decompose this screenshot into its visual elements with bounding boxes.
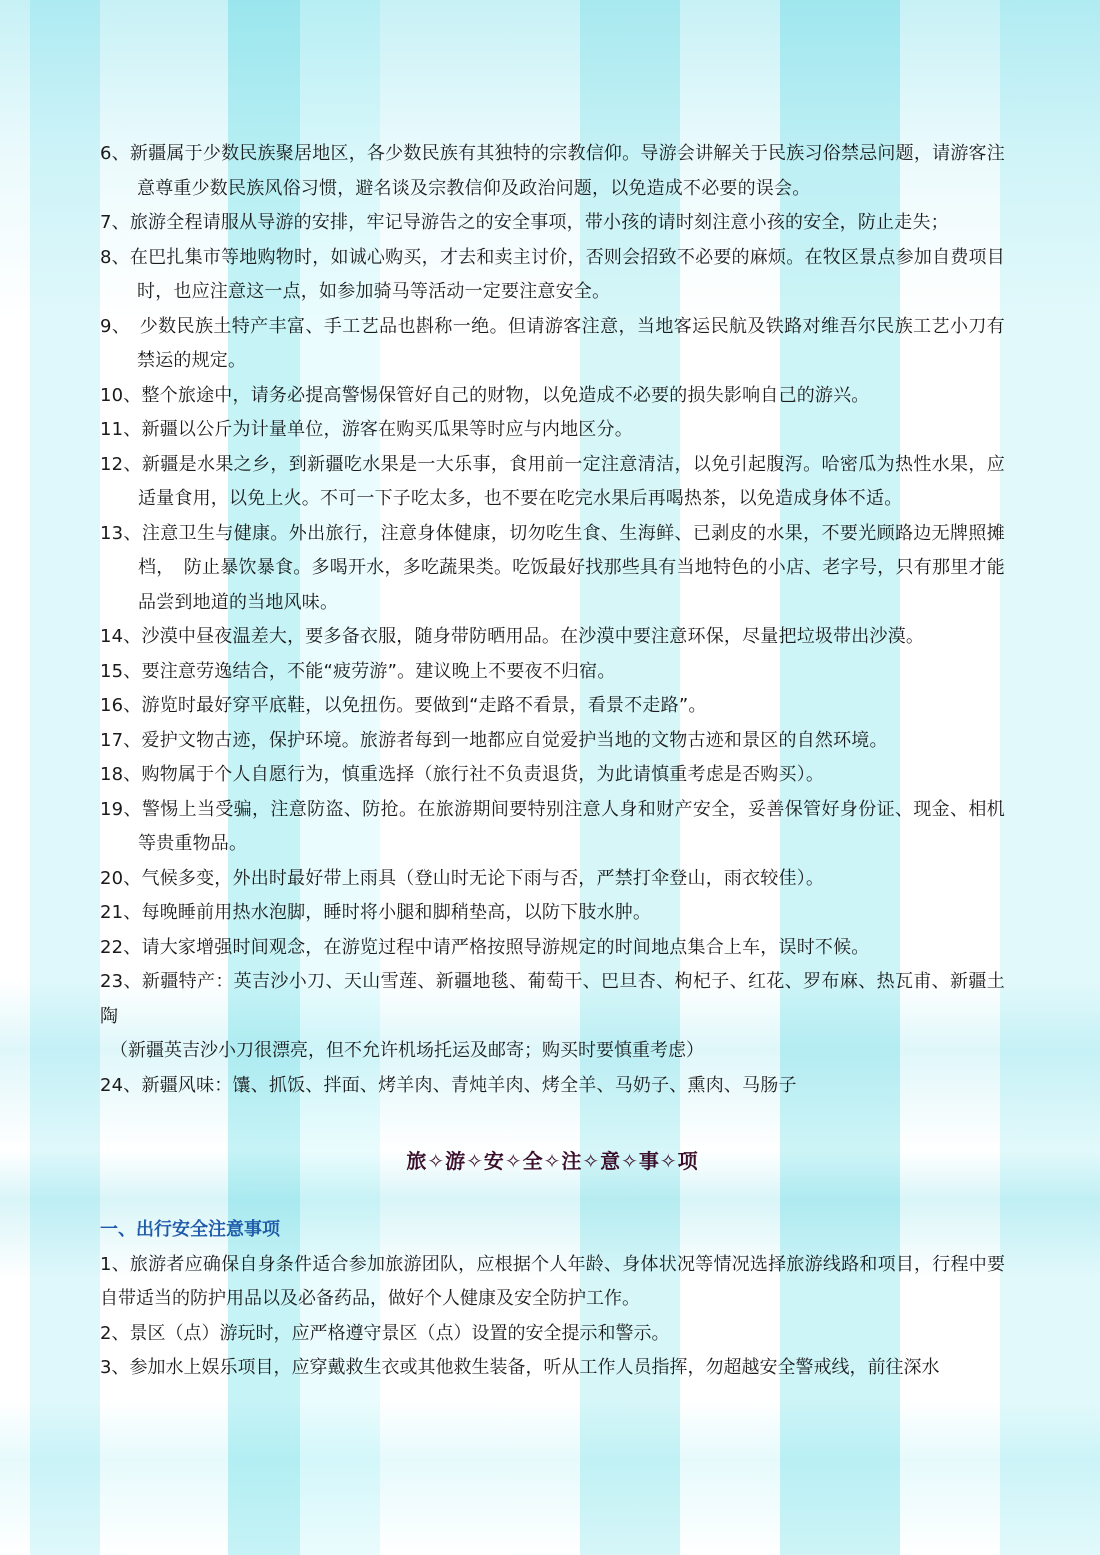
- notice-item-20: 20、气候多变，外出时最好带上雨具（登山时无论下雨与否，严禁打伞登山，雨衣较佳）。: [100, 867, 825, 889]
- notice-item-6: 6、新疆属于少数民族聚居地区，各少数民族有其独特的宗教信仰。导游会讲解关于民族习俗禁忌问题，请游客注意尊重少数民族风俗习惯，避名谈及宗教信仰及政治问题，以免造成不必要的误会。: [100, 143, 1005, 199]
- notice-item-16: 16、游览时最好穿平底鞋，以免扭伤。要做到“走路不看景，看景不走路”。: [100, 695, 707, 716]
- section-title: 旅✧游✧安✧全✧注✧意✧事✧项: [406, 1149, 699, 1173]
- safety-item-2: 2、景区（点）游玩时，应严格遵守景区（点）设置的安全提示和警示。: [100, 1322, 670, 1344]
- notice-item-15: 15、要注意劳逸结合，不能“疲劳游”。建议晚上不要夜不归宿。: [100, 660, 616, 682]
- section-heading-travel-safety: 一、出行安全注意事项: [100, 1219, 280, 1240]
- notice-item-18: 18、购物属于个人自愿行为，慎重选择（旅行社不负责退货，为此请慎重考虑是否购买）。: [100, 764, 825, 785]
- notice-item-13: 13、注意卫生与健康。外出旅行，注意身体健康，切勿吃生食、生海鲜、已剥皮的水果，不要光顾路边无牌照摊档， 防止暴饮暴食。多喝开水，多吃蔬果类。吃饭最好找那些具有当地特色的小店、老字号，只有那里才能品尝到地道的当地风味。: [100, 522, 1005, 613]
- notice-item-19: 19、警惕上当受骗，注意防盗、防抢。在旅游期间要特别注意人身和财产安全，妥善保管好身份证、现金、相机等贵重物品。: [100, 798, 1005, 854]
- safety-item-1: 1、旅游者应确保自身条件适合参加旅游团队，应根据个人年龄、身体状况等情况选择旅游线路和项目，行程中要自带适当的防护用品以及必备药品，做好个人健康及安全防护工作。: [100, 1253, 1005, 1309]
- notice-item-23-note: （新疆英吉沙小刀很漂亮，但不允许机场托运及邮寄；购买时要慎重考虑）: [110, 1040, 704, 1061]
- notice-item-24: 24、新疆风味：馕、抓饭、拌面、烤羊肉、青炖羊肉、烤全羊、马奶子、熏肉、马肠子: [100, 1074, 797, 1096]
- safety-item-3: 3、参加水上娱乐项目，应穿戴救生衣或其他救生装备，听从工作人员指挥，勿超越安全警戒线，前往深水: [100, 1357, 940, 1378]
- notice-item-23: 23、新疆特产：英吉沙小刀、天山雪莲、新疆地毯、葡萄干、巴旦杏、枸杞子、红花、罗布麻、热瓦甫、新疆土陶: [100, 971, 1005, 1027]
- notice-item-7: 7、旅游全程请服从导游的安排，牢记导游告之的安全事项，带小孩的请时刻注意小孩的安全，防止走失；: [100, 212, 949, 233]
- notice-item-22: 22、请大家增强时间观念，在游览过程中请严格按照导游规定的时间地点集合上车，误时不候。: [100, 936, 870, 958]
- document-body: [100, 137, 1005, 1386]
- notice-item-12: 12、新疆是水果之乡，到新疆吃水果是一大乐事，食用前一定注意清洁，以免引起腹泻。哈密瓜为热性水果，应适量食用，以免上火。不可一下子吃太多，也不要在吃完水果后再喝热茶，以免造成身体不适。: [100, 453, 1005, 509]
- notice-item-9: 9、 少数民族土特产丰富、手工艺品也斟称一绝。但请游客注意，当地客运民航及铁路对维吾尔民族工艺小刀有禁运的规定。: [100, 315, 1005, 371]
- notice-item-10: 10、整个旅途中，请务必提高警惕保管好自己的财物，以免造成不必要的损失影响自己的游兴。: [100, 384, 870, 406]
- notice-item-14: 14、沙漠中昼夜温差大，要多备衣服，随身带防晒用品。在沙漠中要注意环保，尽量把垃圾带出沙漠。: [100, 626, 925, 647]
- notice-item-17: 17、爱护文物古迹，保护环境。旅游者每到一地都应自觉爱护当地的文物古迹和景区的自然环境。: [100, 729, 888, 751]
- notice-item-11: 11、新疆以公斤为计量单位，游客在购买瓜果等时应与内地区分。: [100, 419, 633, 440]
- notice-item-21: 21、每晚睡前用热水泡脚，睡时将小腿和脚稍垫高，以防下肢水肿。: [100, 902, 652, 923]
- notice-item-8: 8、在巴扎集市等地购物时，如诚心购买，才去和卖主讨价，否则会招致不必要的麻烦。在牧区景点参加自费项目时，也应注意这一点，如参加骑马等活动一定要注意安全。: [100, 246, 1005, 302]
